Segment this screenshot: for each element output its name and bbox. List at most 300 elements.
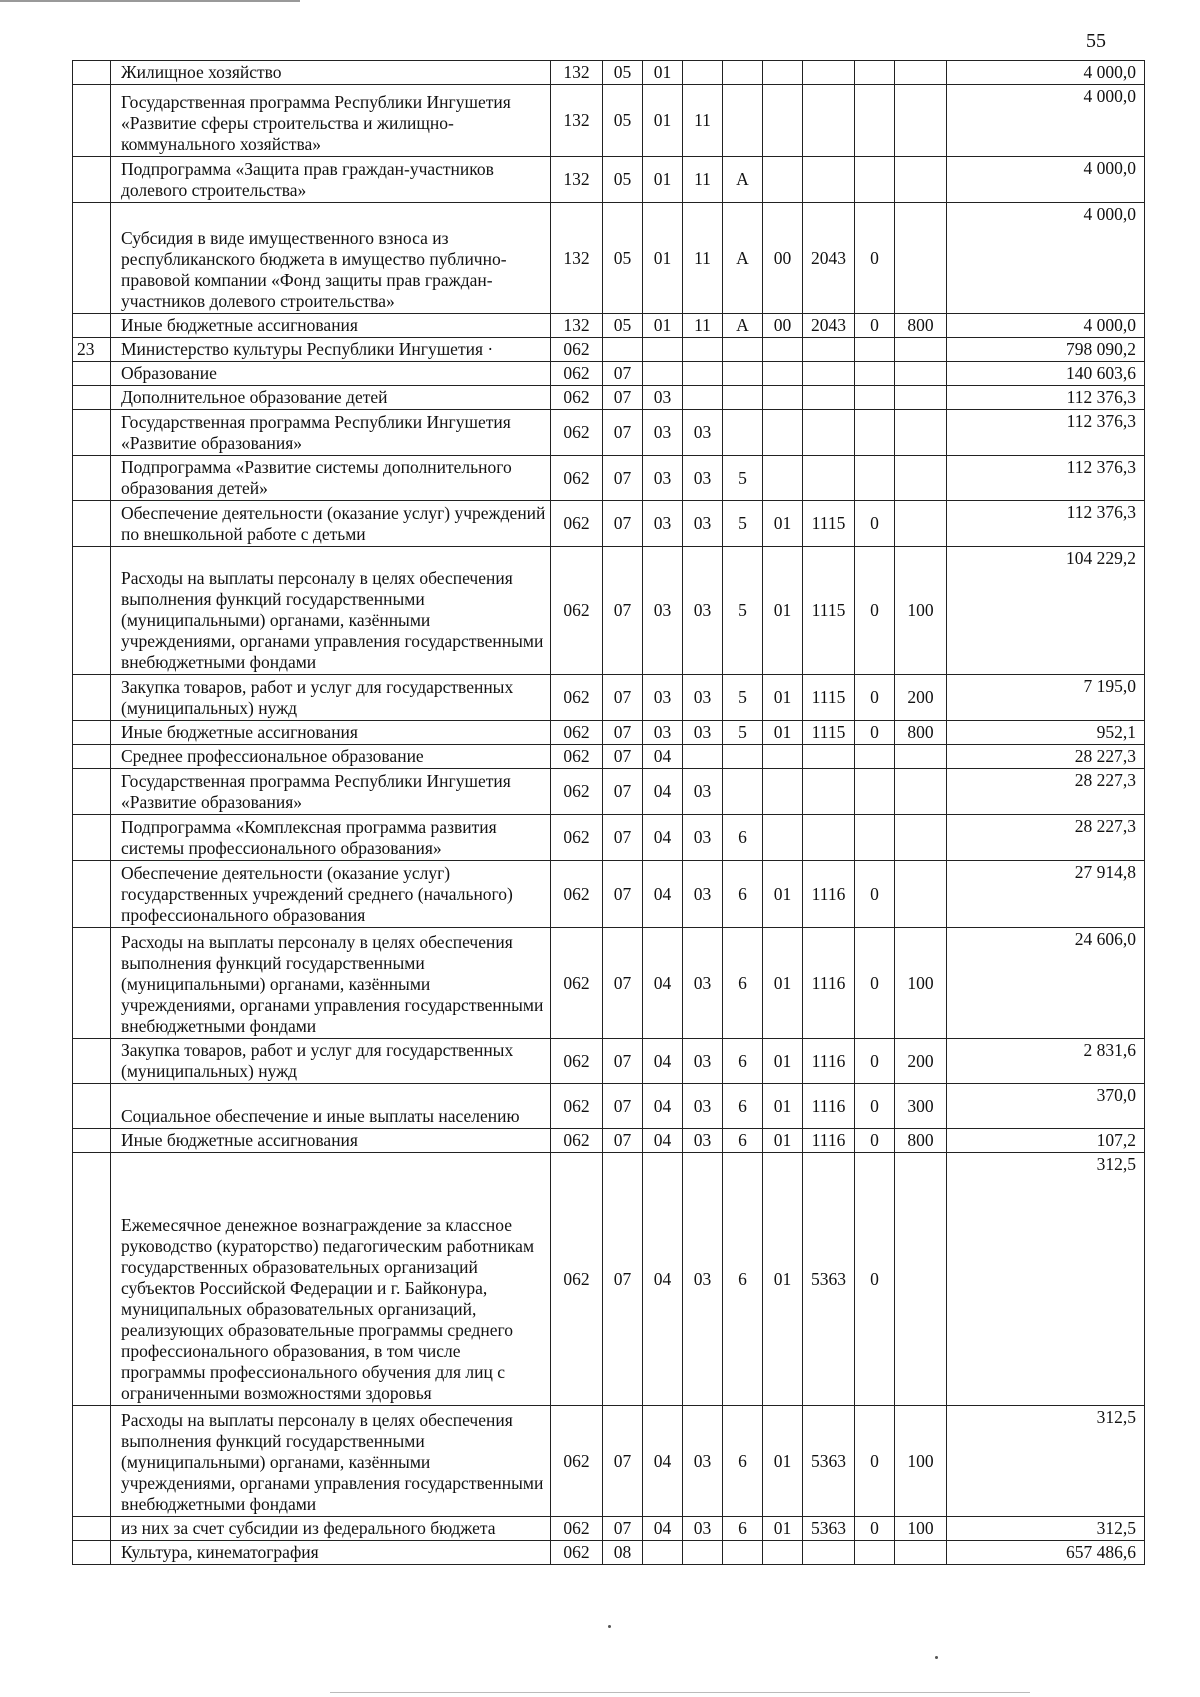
code-cell-9: 100 <box>895 928 947 1039</box>
table-row <box>73 1039 1145 1084</box>
item-name: Обеспечение деятельности (оказание услуг) государственных учреждений среднего (начального) профессионального образования <box>111 861 551 928</box>
code-cell-6: 01 <box>763 1517 803 1541</box>
table-row <box>73 721 1145 745</box>
code-cell-4 <box>683 61 723 85</box>
code-cell-9 <box>895 410 947 456</box>
code-cell-1: 062 <box>551 1084 603 1129</box>
code-cell-2: 07 <box>603 1129 643 1153</box>
code-cell-6: 01 <box>763 675 803 721</box>
table-row <box>73 928 1145 1039</box>
row-number <box>73 1039 111 1084</box>
row-number <box>73 721 111 745</box>
code-cell-6 <box>763 815 803 861</box>
code-cell-7: 1115 <box>803 675 855 721</box>
code-cell-5 <box>723 338 763 362</box>
code-cell-6 <box>763 745 803 769</box>
code-cell-5: 6 <box>723 1084 763 1129</box>
item-name: Обеспечение деятельности (оказание услуг) учреждений по внешкольной работе с детьми <box>111 501 551 547</box>
code-cell-8: 0 <box>855 1039 895 1084</box>
amount-cell: 112 376,3 <box>947 501 1145 547</box>
amount-cell: 7 195,0 <box>947 675 1145 721</box>
scan-dot <box>608 1625 611 1628</box>
code-cell-8: 0 <box>855 314 895 338</box>
item-name: Закупка товаров, работ и услуг для государственных (муниципальных) нужд <box>111 675 551 721</box>
code-cell-4 <box>683 1541 723 1565</box>
code-cell-1: 062 <box>551 547 603 675</box>
code-cell-9 <box>895 861 947 928</box>
item-name: Государственная программа Республики Ингушетия «Развитие образования» <box>111 769 551 815</box>
code-cell-7 <box>803 386 855 410</box>
table-row <box>73 1406 1145 1517</box>
code-cell-2: 07 <box>603 1039 643 1084</box>
table-row <box>73 501 1145 547</box>
code-cell-5 <box>723 769 763 815</box>
item-name: Подпрограмма «Защита прав граждан-участников долевого строительства» <box>111 157 551 203</box>
table-row <box>73 745 1145 769</box>
code-cell-4 <box>683 745 723 769</box>
amount-cell: 112 376,3 <box>947 386 1145 410</box>
item-name: Культура, кинематография <box>111 1541 551 1565</box>
code-cell-8: 0 <box>855 1517 895 1541</box>
item-name: Среднее профессиональное образование <box>111 745 551 769</box>
code-cell-5: 6 <box>723 1517 763 1541</box>
row-number: 23 <box>73 338 111 362</box>
table-row <box>73 157 1145 203</box>
item-name: Государственная программа Республики Ингушетия «Развитие сферы строительства и жилищно-коммунального хозяйства» <box>111 85 551 157</box>
amount-cell: 104 229,2 <box>947 547 1145 675</box>
row-number <box>73 85 111 157</box>
code-cell-7: 5363 <box>803 1406 855 1517</box>
item-name: Государственная программа Республики Ингушетия «Развитие образования» <box>111 410 551 456</box>
code-cell-6 <box>763 61 803 85</box>
code-cell-4: 03 <box>683 928 723 1039</box>
code-cell-6: 01 <box>763 1084 803 1129</box>
code-cell-6 <box>763 456 803 501</box>
code-cell-1: 062 <box>551 861 603 928</box>
code-cell-3: 04 <box>643 745 683 769</box>
code-cell-6 <box>763 769 803 815</box>
code-cell-8 <box>855 1541 895 1565</box>
code-cell-8 <box>855 456 895 501</box>
code-cell-5 <box>723 410 763 456</box>
code-cell-8: 0 <box>855 547 895 675</box>
code-cell-2: 07 <box>603 928 643 1039</box>
code-cell-4: 03 <box>683 456 723 501</box>
code-cell-6: 01 <box>763 1153 803 1406</box>
table-row <box>73 338 1145 362</box>
code-cell-3: 01 <box>643 203 683 314</box>
code-cell-8: 0 <box>855 928 895 1039</box>
code-cell-4: 03 <box>683 1084 723 1129</box>
code-cell-4: 03 <box>683 1039 723 1084</box>
code-cell-7: 1116 <box>803 861 855 928</box>
row-number <box>73 1153 111 1406</box>
amount-cell: 4 000,0 <box>947 203 1145 314</box>
code-cell-9 <box>895 157 947 203</box>
code-cell-1: 062 <box>551 928 603 1039</box>
amount-cell: 312,5 <box>947 1153 1145 1406</box>
amount-cell: 4 000,0 <box>947 61 1145 85</box>
code-cell-2: 05 <box>603 203 643 314</box>
code-cell-1: 062 <box>551 386 603 410</box>
row-number <box>73 861 111 928</box>
code-cell-7 <box>803 1541 855 1565</box>
code-cell-7 <box>803 362 855 386</box>
code-cell-6: 01 <box>763 547 803 675</box>
table-row <box>73 61 1145 85</box>
code-cell-1: 062 <box>551 1153 603 1406</box>
code-cell-6: 01 <box>763 721 803 745</box>
code-cell-4: 11 <box>683 203 723 314</box>
code-cell-9: 100 <box>895 547 947 675</box>
row-number <box>73 314 111 338</box>
code-cell-3: 04 <box>643 861 683 928</box>
code-cell-5 <box>723 386 763 410</box>
code-cell-7 <box>803 769 855 815</box>
code-cell-3: 03 <box>643 410 683 456</box>
row-number <box>73 928 111 1039</box>
code-cell-5: 6 <box>723 1153 763 1406</box>
code-cell-8: 0 <box>855 203 895 314</box>
code-cell-3: 01 <box>643 61 683 85</box>
code-cell-6: 01 <box>763 928 803 1039</box>
code-cell-7: 1116 <box>803 1039 855 1084</box>
row-number <box>73 1084 111 1129</box>
code-cell-9: 100 <box>895 1517 947 1541</box>
table-row <box>73 1129 1145 1153</box>
code-cell-7: 5363 <box>803 1153 855 1406</box>
code-cell-6 <box>763 157 803 203</box>
code-cell-6 <box>763 362 803 386</box>
code-cell-7 <box>803 456 855 501</box>
code-cell-4: 03 <box>683 1406 723 1517</box>
item-name: Подпрограмма «Комплексная программа развития системы профессионального образования» <box>111 815 551 861</box>
code-cell-6 <box>763 386 803 410</box>
code-cell-9 <box>895 745 947 769</box>
code-cell-8: 0 <box>855 501 895 547</box>
code-cell-9 <box>895 815 947 861</box>
amount-cell: 107,2 <box>947 1129 1145 1153</box>
item-name: из них за счет субсидии из федерального бюджета <box>111 1517 551 1541</box>
code-cell-4 <box>683 338 723 362</box>
code-cell-4: 03 <box>683 861 723 928</box>
code-cell-1: 062 <box>551 721 603 745</box>
item-name: Иные бюджетные ассигнования <box>111 314 551 338</box>
code-cell-3: 04 <box>643 1084 683 1129</box>
code-cell-3: 01 <box>643 157 683 203</box>
code-cell-2: 08 <box>603 1541 643 1565</box>
code-cell-1: 062 <box>551 815 603 861</box>
code-cell-9: 300 <box>895 1084 947 1129</box>
amount-cell: 4 000,0 <box>947 157 1145 203</box>
table-row <box>73 85 1145 157</box>
code-cell-5 <box>723 362 763 386</box>
row-number <box>73 410 111 456</box>
table-row <box>73 362 1145 386</box>
code-cell-1: 062 <box>551 769 603 815</box>
code-cell-4: 11 <box>683 157 723 203</box>
code-cell-9: 100 <box>895 1406 947 1517</box>
table-row <box>73 1153 1145 1406</box>
page-number: 55 <box>1086 30 1106 52</box>
code-cell-1: 062 <box>551 362 603 386</box>
code-cell-2: 07 <box>603 815 643 861</box>
row-number <box>73 61 111 85</box>
code-cell-4 <box>683 386 723 410</box>
amount-cell: 657 486,6 <box>947 1541 1145 1565</box>
code-cell-6: 00 <box>763 314 803 338</box>
table-row <box>73 314 1145 338</box>
code-cell-2: 07 <box>603 1517 643 1541</box>
code-cell-4: 03 <box>683 547 723 675</box>
code-cell-5: 6 <box>723 928 763 1039</box>
code-cell-2: 07 <box>603 386 643 410</box>
code-cell-2: 07 <box>603 1406 643 1517</box>
code-cell-2: 07 <box>603 1084 643 1129</box>
code-cell-4: 03 <box>683 769 723 815</box>
code-cell-9 <box>895 1541 947 1565</box>
code-cell-8: 0 <box>855 675 895 721</box>
code-cell-9: 200 <box>895 1039 947 1084</box>
code-cell-1: 062 <box>551 1517 603 1541</box>
row-number <box>73 745 111 769</box>
code-cell-5 <box>723 61 763 85</box>
code-cell-5: 6 <box>723 1129 763 1153</box>
code-cell-3: 03 <box>643 456 683 501</box>
amount-cell: 4 000,0 <box>947 85 1145 157</box>
code-cell-3: 04 <box>643 815 683 861</box>
code-cell-1: 062 <box>551 338 603 362</box>
amount-cell: 370,0 <box>947 1084 1145 1129</box>
item-name: Расходы на выплаты персоналу в целях обеспечения выполнения функций государственными (муниципальными) органами, казёнными учреждениями, органами управления государственными внебюджетными фондами <box>111 547 551 675</box>
code-cell-5 <box>723 745 763 769</box>
code-cell-1: 062 <box>551 745 603 769</box>
code-cell-1: 132 <box>551 157 603 203</box>
code-cell-5: А <box>723 203 763 314</box>
code-cell-7: 1116 <box>803 1129 855 1153</box>
code-cell-3: 01 <box>643 314 683 338</box>
row-number <box>73 547 111 675</box>
code-cell-9 <box>895 501 947 547</box>
code-cell-9: 800 <box>895 314 947 338</box>
code-cell-3 <box>643 362 683 386</box>
code-cell-5 <box>723 85 763 157</box>
code-cell-3: 04 <box>643 928 683 1039</box>
code-cell-3: 04 <box>643 1039 683 1084</box>
row-number <box>73 1406 111 1517</box>
code-cell-3: 04 <box>643 1406 683 1517</box>
code-cell-6 <box>763 338 803 362</box>
table-row <box>73 456 1145 501</box>
code-cell-5 <box>723 1541 763 1565</box>
table-row <box>73 386 1145 410</box>
code-cell-1: 062 <box>551 1039 603 1084</box>
code-cell-8 <box>855 386 895 410</box>
code-cell-2: 07 <box>603 456 643 501</box>
table-row <box>73 203 1145 314</box>
scan-artifact-line <box>0 0 300 2</box>
code-cell-5: 5 <box>723 501 763 547</box>
table-row <box>73 410 1145 456</box>
code-cell-2: 07 <box>603 362 643 386</box>
code-cell-5: 5 <box>723 721 763 745</box>
code-cell-1: 132 <box>551 61 603 85</box>
code-cell-5: 6 <box>723 1406 763 1517</box>
code-cell-8: 0 <box>855 1129 895 1153</box>
code-cell-7: 1116 <box>803 1084 855 1129</box>
code-cell-2: 07 <box>603 501 643 547</box>
code-cell-3: 04 <box>643 1153 683 1406</box>
code-cell-5: 5 <box>723 547 763 675</box>
amount-cell: 4 000,0 <box>947 314 1145 338</box>
code-cell-7 <box>803 85 855 157</box>
code-cell-6: 01 <box>763 1129 803 1153</box>
code-cell-2: 05 <box>603 157 643 203</box>
row-number <box>73 815 111 861</box>
code-cell-5: 5 <box>723 456 763 501</box>
code-cell-9: 800 <box>895 721 947 745</box>
item-name: Подпрограмма «Развитие системы дополнительного образования детей» <box>111 456 551 501</box>
amount-cell: 28 227,3 <box>947 815 1145 861</box>
item-name: Образование <box>111 362 551 386</box>
code-cell-5: А <box>723 157 763 203</box>
table-row <box>73 769 1145 815</box>
code-cell-2: 07 <box>603 675 643 721</box>
item-name: Министерство культуры Республики Ингушетия · <box>111 338 551 362</box>
code-cell-8 <box>855 362 895 386</box>
code-cell-4: 03 <box>683 1517 723 1541</box>
row-number <box>73 203 111 314</box>
amount-cell: 28 227,3 <box>947 769 1145 815</box>
table-row <box>73 1084 1145 1129</box>
amount-cell: 112 376,3 <box>947 410 1145 456</box>
code-cell-8 <box>855 815 895 861</box>
code-cell-7 <box>803 410 855 456</box>
code-cell-2 <box>603 338 643 362</box>
code-cell-9: 800 <box>895 1129 947 1153</box>
code-cell-3: 03 <box>643 721 683 745</box>
code-cell-9 <box>895 1153 947 1406</box>
item-name: Дополнительное образование детей <box>111 386 551 410</box>
code-cell-9 <box>895 85 947 157</box>
code-cell-9 <box>895 386 947 410</box>
table-row <box>73 861 1145 928</box>
code-cell-6 <box>763 410 803 456</box>
code-cell-7 <box>803 157 855 203</box>
code-cell-3: 01 <box>643 85 683 157</box>
code-cell-7: 2043 <box>803 314 855 338</box>
amount-cell: 27 914,8 <box>947 861 1145 928</box>
code-cell-2: 07 <box>603 745 643 769</box>
row-number <box>73 362 111 386</box>
row-number <box>73 456 111 501</box>
code-cell-7: 2043 <box>803 203 855 314</box>
item-name: Социальное обеспечение и иные выплаты населению <box>111 1084 551 1129</box>
code-cell-2: 05 <box>603 314 643 338</box>
row-number <box>73 1541 111 1565</box>
code-cell-4: 11 <box>683 85 723 157</box>
code-cell-1: 062 <box>551 1129 603 1153</box>
code-cell-8: 0 <box>855 1084 895 1129</box>
item-name: Расходы на выплаты персоналу в целях обеспечения выполнения функций государственными (муниципальными) органами, казёнными учреждениями, органами управления государственными внебюджетными фондами <box>111 1406 551 1517</box>
code-cell-8: 0 <box>855 1406 895 1517</box>
code-cell-9 <box>895 61 947 85</box>
amount-cell: 28 227,3 <box>947 745 1145 769</box>
code-cell-9 <box>895 769 947 815</box>
code-cell-6 <box>763 1541 803 1565</box>
code-cell-6: 01 <box>763 501 803 547</box>
code-cell-5: А <box>723 314 763 338</box>
code-cell-3 <box>643 1541 683 1565</box>
code-cell-4: 03 <box>683 1153 723 1406</box>
code-cell-6 <box>763 85 803 157</box>
code-cell-8 <box>855 410 895 456</box>
code-cell-2: 07 <box>603 769 643 815</box>
code-cell-3: 03 <box>643 547 683 675</box>
code-cell-1: 062 <box>551 456 603 501</box>
code-cell-4: 03 <box>683 815 723 861</box>
code-cell-1: 062 <box>551 675 603 721</box>
code-cell-5: 6 <box>723 815 763 861</box>
code-cell-8: 0 <box>855 861 895 928</box>
code-cell-6: 01 <box>763 1039 803 1084</box>
code-cell-4: 11 <box>683 314 723 338</box>
code-cell-2: 07 <box>603 1153 643 1406</box>
code-cell-7: 5363 <box>803 1517 855 1541</box>
code-cell-2: 07 <box>603 861 643 928</box>
code-cell-6: 01 <box>763 1406 803 1517</box>
code-cell-1: 062 <box>551 1406 603 1517</box>
code-cell-6: 00 <box>763 203 803 314</box>
code-cell-2: 05 <box>603 61 643 85</box>
scan-dot <box>935 1656 938 1659</box>
code-cell-7 <box>803 338 855 362</box>
amount-cell: 112 376,3 <box>947 456 1145 501</box>
code-cell-2: 07 <box>603 547 643 675</box>
table-row <box>73 675 1145 721</box>
code-cell-4: 03 <box>683 721 723 745</box>
code-cell-5: 6 <box>723 861 763 928</box>
amount-cell: 24 606,0 <box>947 928 1145 1039</box>
code-cell-5: 5 <box>723 675 763 721</box>
table-row <box>73 547 1145 675</box>
code-cell-1: 132 <box>551 203 603 314</box>
code-cell-9 <box>895 362 947 386</box>
amount-cell: 140 603,6 <box>947 362 1145 386</box>
code-cell-9 <box>895 338 947 362</box>
code-cell-1: 062 <box>551 410 603 456</box>
code-cell-4: 03 <box>683 410 723 456</box>
code-cell-8 <box>855 745 895 769</box>
code-cell-1: 062 <box>551 1541 603 1565</box>
code-cell-3: 03 <box>643 501 683 547</box>
item-name: Закупка товаров, работ и услуг для государственных (муниципальных) нужд <box>111 1039 551 1084</box>
code-cell-7: 1116 <box>803 928 855 1039</box>
code-cell-7 <box>803 61 855 85</box>
amount-cell: 312,5 <box>947 1406 1145 1517</box>
code-cell-3: 03 <box>643 386 683 410</box>
code-cell-8 <box>855 157 895 203</box>
code-cell-9: 200 <box>895 675 947 721</box>
code-cell-7: 1115 <box>803 501 855 547</box>
code-cell-4: 03 <box>683 1129 723 1153</box>
code-cell-8 <box>855 61 895 85</box>
code-cell-3: 04 <box>643 769 683 815</box>
code-cell-7: 1115 <box>803 547 855 675</box>
code-cell-7: 1115 <box>803 721 855 745</box>
code-cell-3 <box>643 338 683 362</box>
code-cell-9 <box>895 456 947 501</box>
